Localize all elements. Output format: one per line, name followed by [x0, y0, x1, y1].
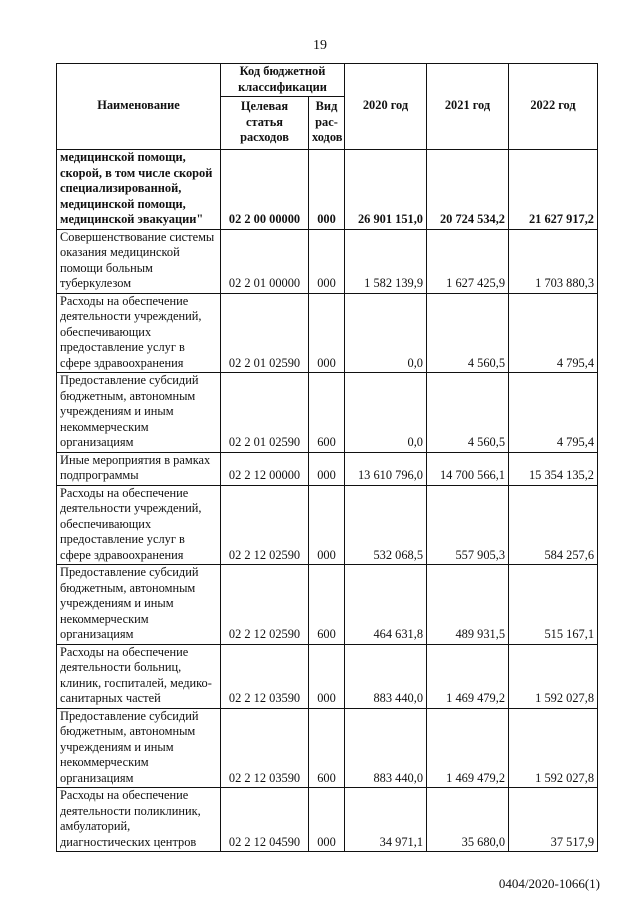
cell-name: Расходы на обеспечение деятельности больниц, клиник, госпиталей, медико-санитарных частей — [57, 644, 221, 708]
cell-2020: 13 610 796,0 — [345, 452, 427, 485]
table-row — [57, 708, 598, 788]
cell-name: Предоставление субсидий бюджетным, автономным учреждениям и иным некоммерческим организациям — [57, 708, 221, 788]
header-expense-kind: Вид рас-ходов — [309, 97, 345, 150]
cell-expense-kind: 000 — [309, 150, 345, 230]
cell-2022: 4 795,4 — [509, 373, 598, 453]
cell-target-article: 02 2 00 00000 — [221, 150, 309, 230]
table-row — [57, 150, 598, 230]
cell-2022: 37 517,9 — [509, 788, 598, 852]
cell-expense-kind: 000 — [309, 644, 345, 708]
cell-target-article: 02 2 01 00000 — [221, 229, 309, 293]
table-row — [57, 565, 598, 645]
cell-2021: 4 560,5 — [427, 373, 509, 453]
cell-target-article: 02 2 12 03590 — [221, 644, 309, 708]
page-number: 19 — [313, 38, 327, 53]
cell-2022: 21 627 917,2 — [509, 150, 598, 230]
header-year-2020: 2020 год — [345, 64, 427, 150]
table-row — [57, 644, 598, 708]
cell-target-article: 02 2 01 02590 — [221, 293, 309, 373]
cell-expense-kind: 000 — [309, 293, 345, 373]
cell-2021: 35 680,0 — [427, 788, 509, 852]
cell-2021: 1 627 425,9 — [427, 229, 509, 293]
cell-target-article: 02 2 12 02590 — [221, 485, 309, 565]
cell-name: Совершенствование системы оказания медицинской помощи больным туберкулезом — [57, 229, 221, 293]
cell-2021: 14 700 566,1 — [427, 452, 509, 485]
cell-2022: 1 592 027,8 — [509, 708, 598, 788]
cell-expense-kind: 600 — [309, 373, 345, 453]
cell-2020: 883 440,0 — [345, 708, 427, 788]
table-row — [57, 373, 598, 453]
cell-2020: 883 440,0 — [345, 644, 427, 708]
cell-target-article: 02 2 01 02590 — [221, 373, 309, 453]
cell-2021: 557 905,3 — [427, 485, 509, 565]
table-row — [57, 293, 598, 373]
header-name: Наименование — [57, 64, 221, 150]
table-row — [57, 229, 598, 293]
cell-expense-kind: 600 — [309, 565, 345, 645]
cell-name: медицинской помощи, скорой, в том числе скорой специализированной, медицинской помощи, медицинской эвакуации" — [57, 150, 221, 230]
header-classification: Код бюджетной классификации — [221, 64, 345, 97]
cell-2020: 532 068,5 — [345, 485, 427, 565]
cell-2022: 584 257,6 — [509, 485, 598, 565]
cell-target-article: 02 2 12 02590 — [221, 565, 309, 645]
cell-2021: 1 469 479,2 — [427, 644, 509, 708]
cell-name: Иные мероприятия в рамках подпрограммы — [57, 452, 221, 485]
cell-target-article: 02 2 12 00000 — [221, 452, 309, 485]
cell-2022: 515 167,1 — [509, 565, 598, 645]
cell-name: Расходы на обеспечение деятельности учреждений, обеспечивающих предоставление услуг в сфере здравоохранения — [57, 293, 221, 373]
cell-name: Предоставление субсидий бюджетным, автономным учреждениям и иным некоммерческим организациям — [57, 565, 221, 645]
cell-expense-kind: 000 — [309, 452, 345, 485]
budget-table — [56, 63, 598, 852]
header-target-article: Целевая статья расходов — [221, 97, 309, 150]
cell-target-article: 02 2 12 03590 — [221, 708, 309, 788]
cell-target-article: 02 2 12 04590 — [221, 788, 309, 852]
cell-2020: 26 901 151,0 — [345, 150, 427, 230]
table-row — [57, 485, 598, 565]
cell-name: Расходы на обеспечение деятельности поликлиник, амбулаторий, диагностических центров — [57, 788, 221, 852]
cell-2022: 4 795,4 — [509, 293, 598, 373]
cell-2022: 1 592 027,8 — [509, 644, 598, 708]
header-year-2022: 2022 год — [509, 64, 598, 150]
header-row-top — [57, 64, 598, 97]
cell-2020: 34 971,1 — [345, 788, 427, 852]
cell-2021: 20 724 534,2 — [427, 150, 509, 230]
header-year-2021: 2021 год — [427, 64, 509, 150]
cell-expense-kind: 600 — [309, 708, 345, 788]
cell-2021: 4 560,5 — [427, 293, 509, 373]
table-row — [57, 788, 598, 852]
cell-expense-kind: 000 — [309, 485, 345, 565]
cell-name: Предоставление субсидий бюджетным, автономным учреждениям и иным некоммерческим организациям — [57, 373, 221, 453]
cell-2020: 1 582 139,9 — [345, 229, 427, 293]
cell-2020: 464 631,8 — [345, 565, 427, 645]
cell-expense-kind: 000 — [309, 229, 345, 293]
document-code: 0404/2020-1066(1) — [498, 876, 600, 891]
cell-2022: 15 354 135,2 — [509, 452, 598, 485]
cell-2020: 0,0 — [345, 373, 427, 453]
cell-name: Расходы на обеспечение деятельности учреждений, обеспечивающих предоставление услуг в сфере здравоохранения — [57, 485, 221, 565]
cell-2022: 1 703 880,3 — [509, 229, 598, 293]
cell-expense-kind: 000 — [309, 788, 345, 852]
cell-2020: 0,0 — [345, 293, 427, 373]
cell-2021: 489 931,5 — [427, 565, 509, 645]
cell-2021: 1 469 479,2 — [427, 708, 509, 788]
table-row — [57, 452, 598, 485]
